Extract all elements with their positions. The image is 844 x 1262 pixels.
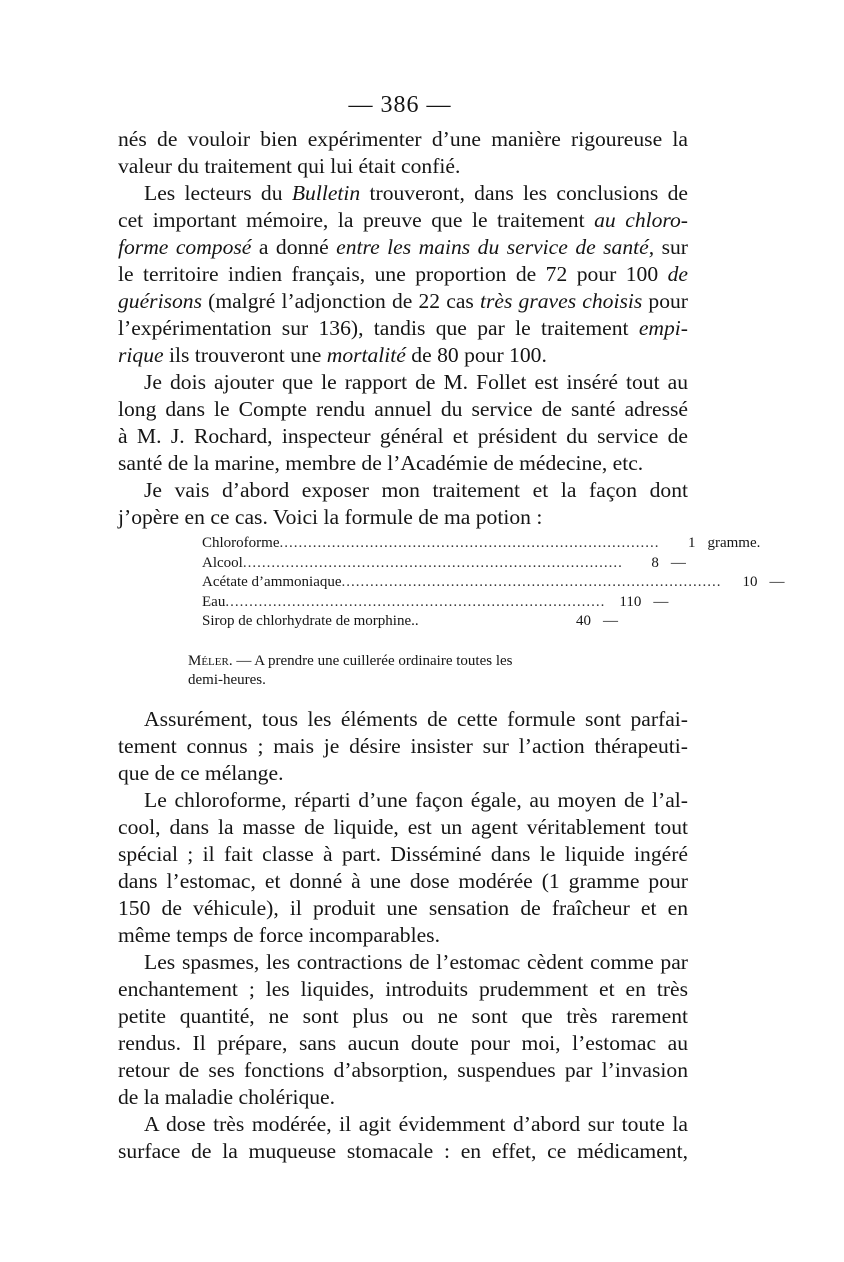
formula-row [202,554,686,574]
text-line [118,733,688,760]
text-run: tement connus ; mais je désire insister sur l’action thérapeuti- [118,734,688,758]
ingredient-quantity: 8 [651,554,659,571]
italic-phrase: entre les mains du service de santé, [336,235,655,259]
italic-phrase: très graves choisis [479,289,643,313]
text-run: long dans le Compte rendu annuel du service de santé adressé [118,397,688,421]
italic-phrase: forme composé [118,235,252,259]
text-line [118,261,688,288]
text-run: A dose très modérée, il agit évidemment d’abord sur toute la [144,1112,688,1136]
text-line [118,450,688,477]
text-run: a donné [251,235,337,259]
ingredient-name: Acétate d’ammoniaque [202,574,342,591]
text-line [118,207,688,234]
text-line [118,477,688,504]
text-run: cool, dans la masse de liquide, est un agent véritablement tout [118,815,688,839]
italic-phrase: au chloro- [594,208,688,232]
instruction-text-cont: demi-heures. [188,672,266,688]
formula-row [202,612,677,632]
text-run: j’opère en ce cas. Voici la formule de ma potion : [118,505,543,529]
leader-dots: ................................................................................ [225,593,606,610]
text-run: pour [642,289,688,313]
text-line [118,315,688,342]
text-run: 150 de véhicule), il produit une sensation de fraîcheur et en [118,896,688,920]
ingredient-unit: — [670,554,686,571]
text-line [118,895,688,922]
text-run: enchantement ; les liquides, introduits prudemment et en très [118,977,688,1001]
text-run: l’expérimentation sur 136), tandis que par le traitement [118,316,639,340]
ingredient-quantity: 1 [687,535,696,551]
italic-phrase: Bulletin [291,181,361,205]
text-line [118,504,688,531]
text-line [118,1138,688,1165]
ingredient-quantity: 10 [742,574,758,591]
text-run: trouveront, dans les conclusions de [360,181,688,205]
text-run: à M. J. Rochard, inspecteur général et président du service de [118,424,688,448]
italic-phrase: mortalité [326,343,406,367]
potion-formula-table [202,534,785,632]
text-run: Je dois ajouter que le rapport de M. Follet est inséré tout au [144,370,688,394]
instruction-label: Méler. [188,653,233,669]
text-run: que de ce mélange. [118,761,284,785]
text-line [118,1111,688,1138]
text-run: Le chloroforme, réparti d’une façon égale, au moyen de l’al- [144,788,688,812]
text-line [118,949,688,976]
text-line [118,1057,688,1084]
text-line [118,342,688,369]
text-run: Les lecteurs du [144,181,292,205]
ingredient-quantity: 40 [576,613,591,630]
text-run: surface de la muqueuse stomacale : en effet, ce médicament, [118,1139,688,1163]
text-run: Les spasmes, les contractions de l’estomac cèdent comme par [144,950,688,974]
page-number: — 386 — [348,92,452,118]
text-run: cet important mémoire, la preuve que le traitement [118,208,595,232]
ingredient-unit: — [603,613,618,630]
text-line [118,126,688,153]
italic-phrase: empi- [638,316,688,340]
ingredient-quantity: 110 [619,593,642,610]
text-line [118,1084,688,1111]
formula-row [202,593,677,613]
text-line [118,288,688,315]
text-line [118,787,688,814]
text-run: petite quantité, ne sont plus ou ne sont que très rarement [118,1004,688,1028]
ingredient-name: Sirop de chlorhydrate de morphine.. [202,613,419,630]
leader-dots: ................................................................................ [279,535,660,551]
text-run: (malgré l’adjonction de 22 cas [201,289,480,313]
text-run: nés de vouloir bien expérimenter d’une manière rigoureuse la [118,127,688,151]
text-line [118,423,688,450]
text-run: ils trouveront une [163,343,327,367]
formula-row [202,573,785,593]
ingredient-name: Alcool [202,554,243,571]
text-run: dans l’estomac, et donné à une dose modérée (1 gramme pour [118,869,688,893]
text-run: de 80 pour 100. [405,343,547,367]
ingredient-unit: gramme. [707,535,761,551]
formula-row [202,534,761,554]
text-run: valeur du traitement qui lui était confié. [118,154,461,178]
ingredient-unit: — [653,593,669,610]
italic-phrase: de [667,262,688,286]
instruction-text: — A prendre une cuillerée ordinaire toutes les [232,653,513,669]
text-line [118,976,688,1003]
text-line [118,841,688,868]
text-run: sur [654,235,688,259]
text-run: Assurément, tous les éléments de cette formule sont parfai- [144,707,688,731]
text-run: santé de la marine, membre de l’Académie de médecine, etc. [118,451,644,475]
text-line [118,922,688,949]
leader-dots: ................................................................................ [341,574,722,591]
body-text-block-2 [118,706,688,1165]
text-run: même temps de force incomparables. [118,923,440,947]
italic-phrase: guérisons [118,289,202,313]
text-line [118,180,688,207]
text-run: de la maladie cholérique. [118,1085,336,1109]
text-run: retour de ses fonctions d’absorption, suspendues par l’invasion [118,1058,688,1082]
body-text-block-1 [118,126,688,531]
italic-phrase: rique [118,343,164,367]
text-run: Je vais d’abord exposer mon traitement et la façon dont [144,478,688,502]
formula-instructions [188,652,628,690]
text-line [118,369,688,396]
text-line [118,868,688,895]
text-run: rendus. Il prépare, sans aucun doute pour moi, l’estomac au [118,1031,688,1055]
ingredient-name: Eau [202,593,226,610]
text-line [118,1003,688,1030]
text-line [118,706,688,733]
leader-dots: ................................................................................ [242,554,623,571]
ingredient-name: Chloroforme [202,535,280,551]
text-line [118,153,688,180]
text-line [118,760,688,787]
ingredient-unit: — [769,574,785,591]
text-line [118,396,688,423]
text-line [118,1030,688,1057]
text-line [118,234,688,261]
text-run: spécial ; il fait classe à part. Disséminé dans le liquide ingéré [118,842,688,866]
text-run: le territoire indien français, une proportion de 72 pour 100 [118,262,668,286]
text-line [118,814,688,841]
